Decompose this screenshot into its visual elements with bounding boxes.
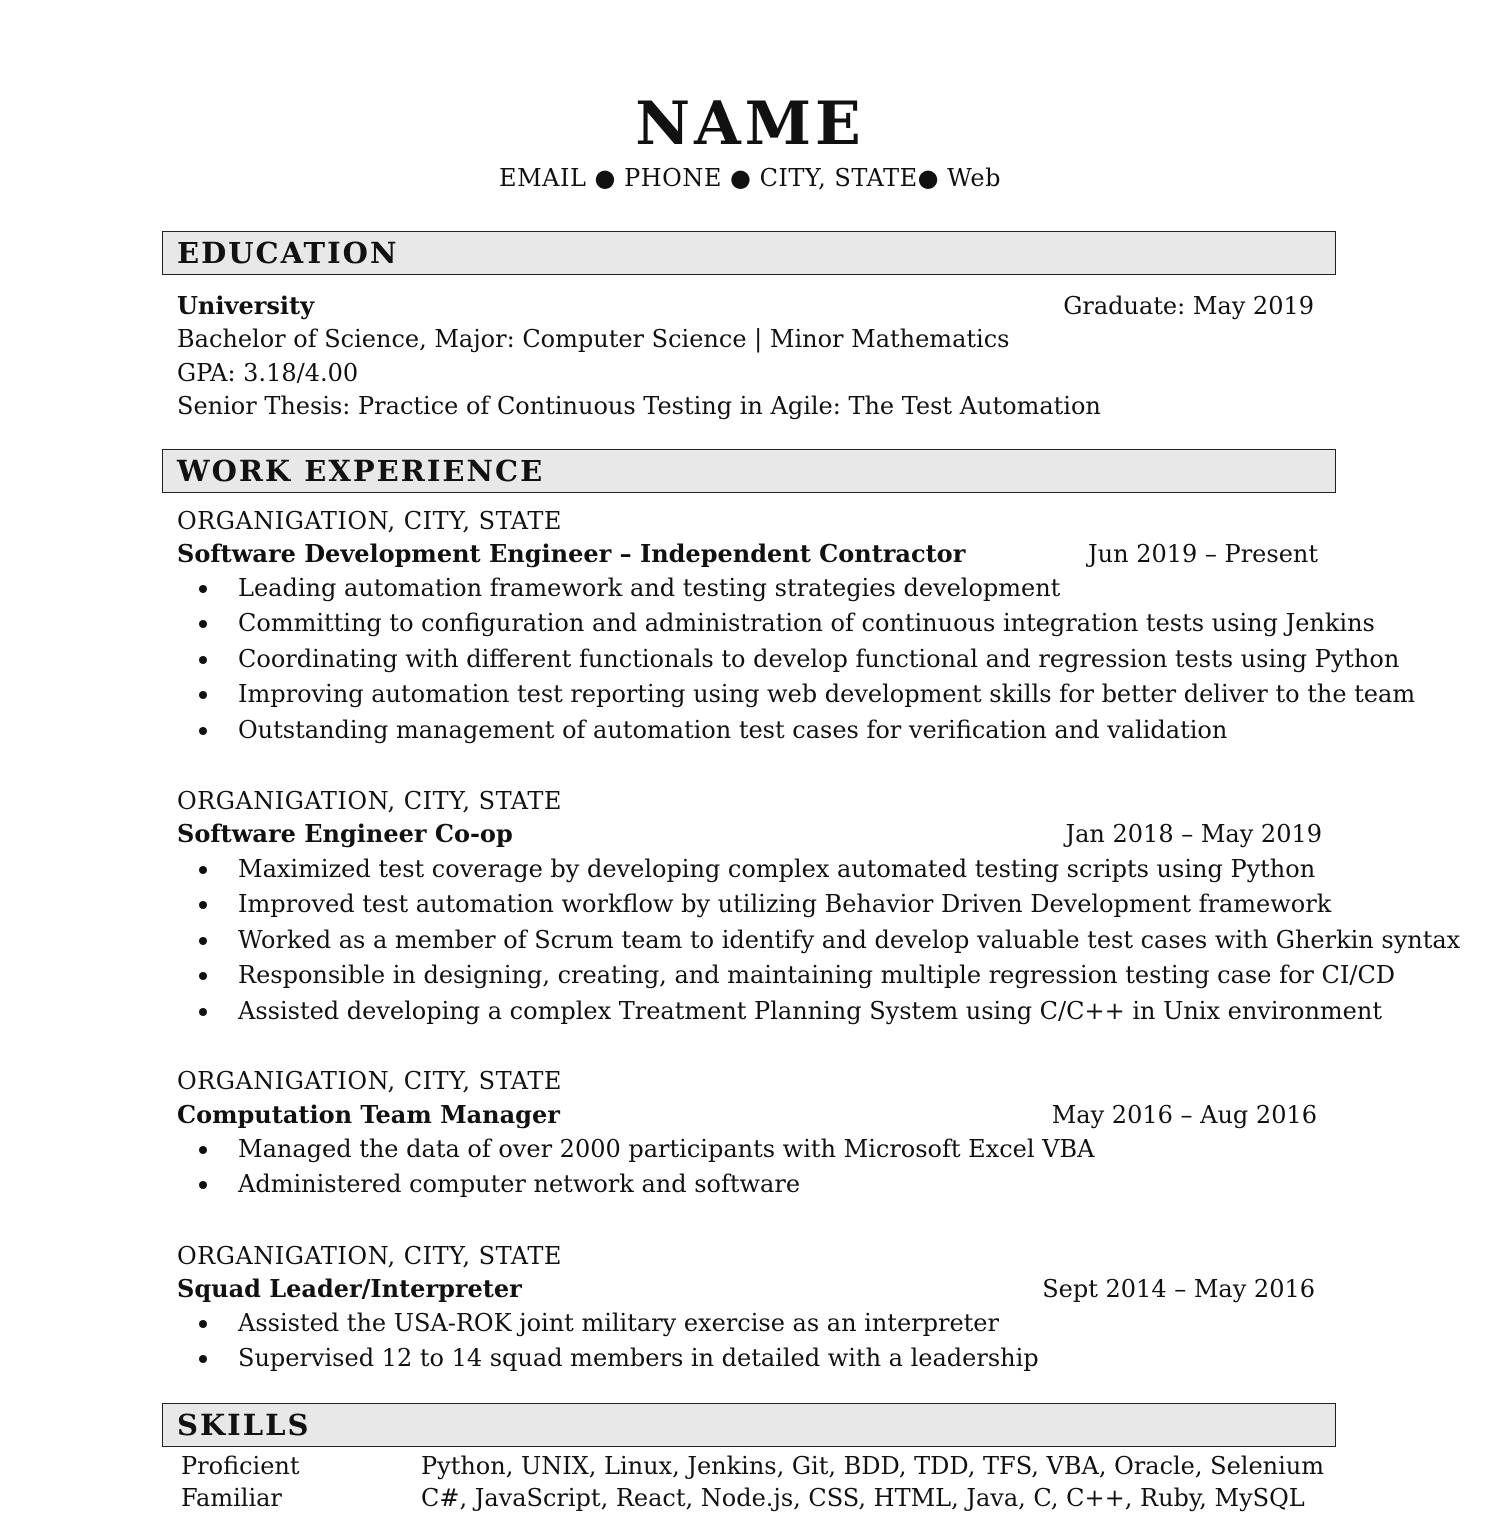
bullet-dot-icon xyxy=(199,585,207,593)
job-bullet-list xyxy=(177,852,1461,1029)
job-bullet: Coordinating with different functionals to develop functional and regression tests using Python xyxy=(177,642,1337,677)
bullet-dot-icon xyxy=(199,1320,207,1328)
education-graduation-date: Graduate: May 2019 xyxy=(1063,292,1314,320)
skill-label: Familiar xyxy=(181,1484,282,1512)
job-role: Software Engineer Co-op xyxy=(177,819,513,848)
bullet-dot-icon xyxy=(199,727,207,735)
job-bullet: Maximized test coverage by developing complex automated testing scripts using Python xyxy=(177,852,1337,887)
skill-value: Python, UNIX, Linux, Jenkins, Git, BDD, TDD, TFS, VBA, Oracle, Selenium xyxy=(421,1452,1325,1480)
job-bullet: Assisted developing a complex Treatment Planning System using C/C++ in Unix environment xyxy=(177,994,1337,1029)
job-bullet: Responsible in designing, creating, and maintaining multiple regression testing case for CI/CD xyxy=(177,958,1337,993)
skill-label: Proficient xyxy=(181,1452,300,1480)
job-bullet: Managed the data of over 2000 participants with Microsoft Excel VBA xyxy=(177,1132,1337,1167)
bullet-dot-icon xyxy=(199,691,207,699)
job-bullet: Administered computer network and software xyxy=(177,1167,1337,1202)
contact-line: EMAIL ● PHONE ● CITY, STATE● Web xyxy=(499,164,1001,192)
education-degree: Bachelor of Science, Major: Computer Science | Minor Mathematics xyxy=(177,325,1010,353)
bullet-dot-icon xyxy=(199,656,207,664)
job-bullet: Improved test automation workflow by utilizing Behavior Driven Development framework xyxy=(177,887,1337,922)
education-gpa: GPA: 3.18/4.00 xyxy=(177,359,359,387)
work-experience-section-title: WORK EXPERIENCE xyxy=(177,454,545,488)
job-role: Squad Leader/Interpreter xyxy=(177,1274,522,1303)
skills-section-header xyxy=(162,1403,1336,1447)
education-school: University xyxy=(177,291,315,320)
bullet-dot-icon xyxy=(199,937,207,945)
job-dates: Sept 2014 – May 2016 xyxy=(1042,1275,1315,1303)
bullet-dot-icon xyxy=(199,901,207,909)
job-bullet: Assisted the USA-ROK joint military exercise as an interpreter xyxy=(177,1306,1337,1341)
job-bullet: Improving automation test reporting using web development skills for better deliver to the team xyxy=(177,677,1337,712)
job-bullet: Supervised 12 to 14 squad members in detailed with a leadership xyxy=(177,1341,1337,1376)
job-organization: ORGANIGATION, CITY, STATE xyxy=(177,787,562,815)
job-dates: May 2016 – Aug 2016 xyxy=(1051,1101,1317,1129)
job-dates: Jan 2018 – May 2019 xyxy=(1065,820,1322,848)
job-bullet: Outstanding management of automation test cases for verification and validation xyxy=(177,713,1337,748)
job-bullet-list xyxy=(177,571,1416,748)
job-dates: Jun 2019 – Present xyxy=(1088,540,1318,568)
job-role: Software Development Engineer – Independent Contractor xyxy=(177,539,966,568)
job-bullet: Worked as a member of Scrum team to identify and develop valuable test cases with Gherkin syntax xyxy=(177,923,1337,958)
bullet-dot-icon xyxy=(199,1008,207,1016)
job-role: Computation Team Manager xyxy=(177,1100,560,1129)
bullet-dot-icon xyxy=(199,1181,207,1189)
job-organization: ORGANIGATION, CITY, STATE xyxy=(177,1067,562,1095)
job-organization: ORGANIGATION, CITY, STATE xyxy=(177,507,562,535)
education-thesis: Senior Thesis: Practice of Continuous Testing in Agile: The Test Automation xyxy=(177,392,1101,420)
job-bullet-list xyxy=(177,1306,1337,1377)
bullet-dot-icon xyxy=(199,1146,207,1154)
education-section-header xyxy=(162,231,1336,275)
job-organization: ORGANIGATION, CITY, STATE xyxy=(177,1242,562,1270)
skills-section-title: SKILLS xyxy=(177,1408,311,1442)
work-experience-section-header xyxy=(162,449,1336,493)
job-bullet-list xyxy=(177,1132,1337,1203)
job-bullet: Committing to configuration and administration of continuous integration tests using Jenkins xyxy=(177,606,1337,641)
skill-value: C#, JavaScript, React, Node.js, CSS, HTML, Java, C, C++, Ruby, MySQL xyxy=(421,1484,1305,1512)
bullet-dot-icon xyxy=(199,972,207,980)
bullet-dot-icon xyxy=(199,1355,207,1363)
candidate-name: NAME xyxy=(635,89,865,159)
bullet-dot-icon xyxy=(199,866,207,874)
job-bullet: Leading automation framework and testing strategies development xyxy=(177,571,1337,606)
bullet-dot-icon xyxy=(199,620,207,628)
education-section-title: EDUCATION xyxy=(177,236,399,270)
